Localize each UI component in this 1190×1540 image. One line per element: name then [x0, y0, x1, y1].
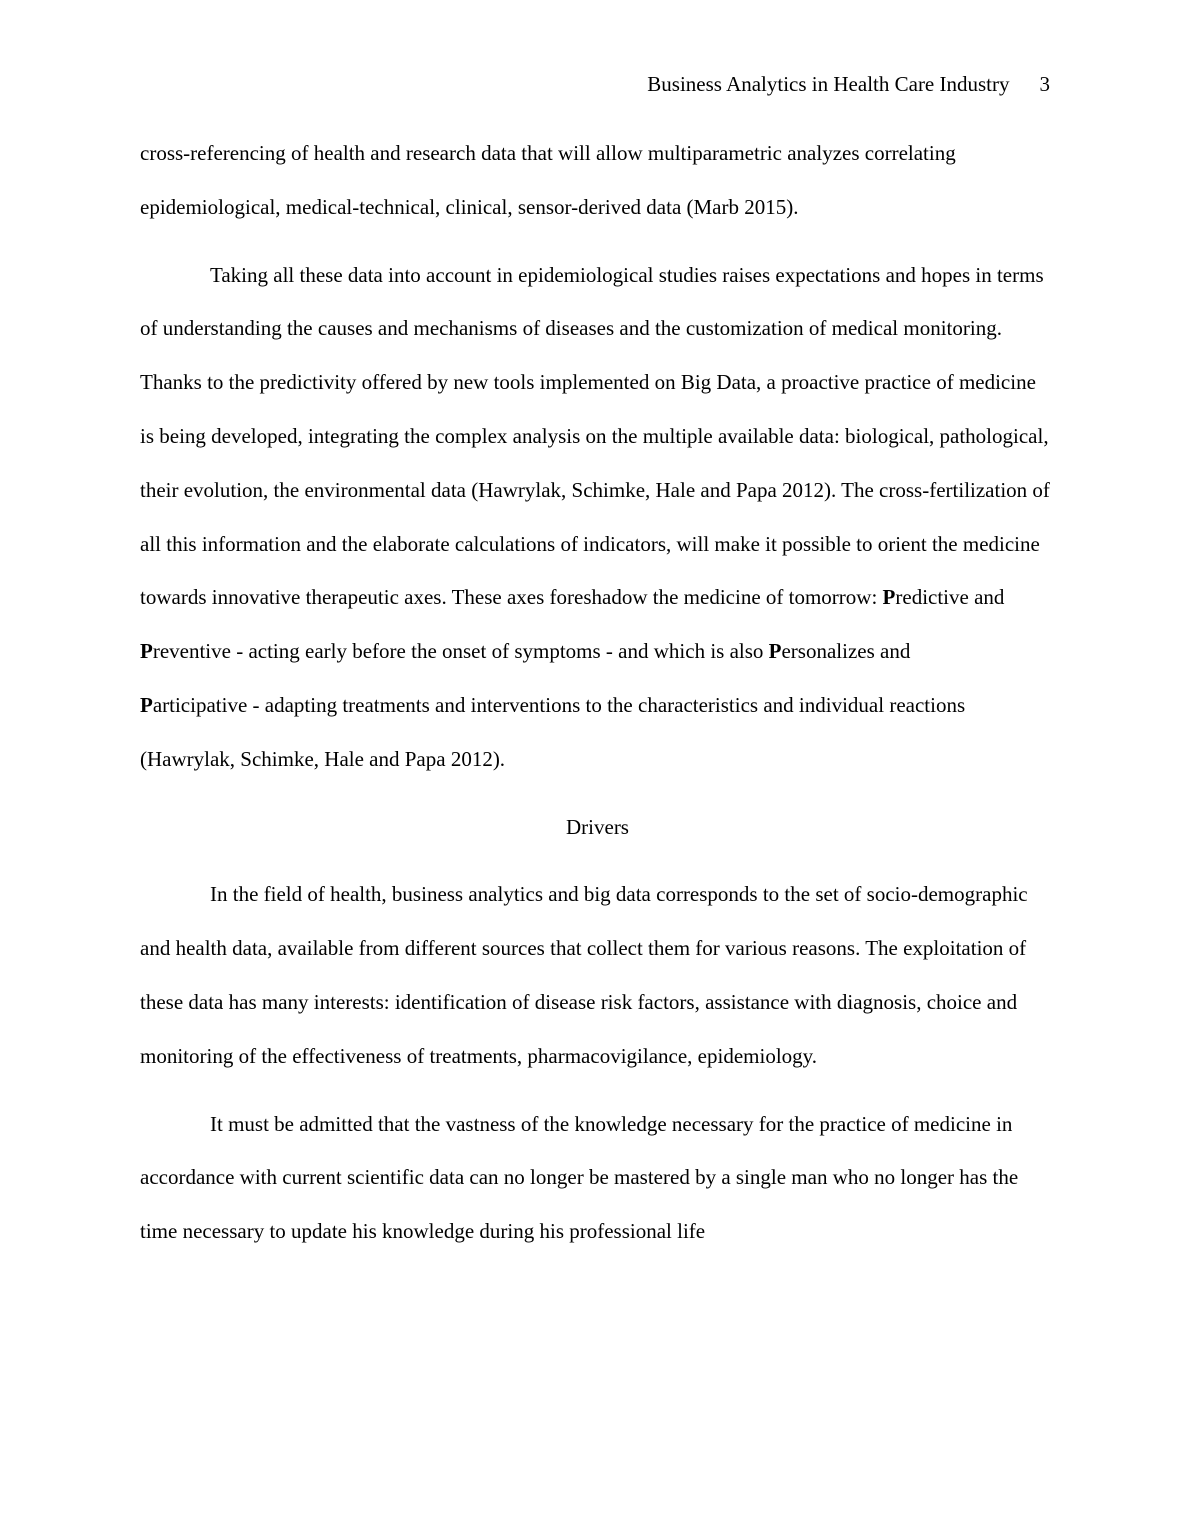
paragraph-2-text-c: reventive - acting early before the onset of symptoms - and which is also — [152, 639, 769, 664]
section-heading: Drivers — [566, 814, 629, 839]
body-text — [140, 127, 1055, 1273]
paragraph-3: In the field of health, business analytics and big data corresponds to the set of socio-demographic and health data, available from different sources that collect them for various reasons. The exploitation of these data has many interests: identification of disease risk factors, assistance with diagnosis, choice and monitoring of the effectiveness of treatments, pharmacovigilance, epidemiology. — [140, 882, 1028, 1068]
paragraph-2-text-a: Taking all these data into account in epidemiological studies raises expectations and hopes in terms of understanding the causes and mechanisms of diseases and the customization of medical monitoring. Thanks to the predictivity offered by new tools implemented on Big Data, a proactive practice of medicine is being developed, integrating the complex analysis on the multiple available data: biological, pathological, their evolution, the environmental data (Hawrylak, Schimke, Hale and Papa 2012). The cross-fertilization of all this information and the elaborate calculations of indicators, will make it possible to orient the medicine towards innovative therapeutic axes. These axes foreshadow the medicine of tomorrow: — [140, 262, 1050, 610]
paragraph-1: cross-referencing of health and research data that will allow multiparametric analyzes correlating epidemiological, medical-technical, clinical, sensor-derived data (Marb 2015). — [140, 141, 956, 219]
bold-letter-preventive: P — [140, 639, 153, 664]
running-head-title: Business Analytics in Health Care Industry — [647, 72, 1010, 96]
bold-letter-participative: P — [140, 692, 153, 717]
paragraph-2 — [140, 249, 1055, 787]
paragraph-4: It must be admitted that the vastness of the knowledge necessary for the practice of medicine in accordance with current scientific data can no longer be mastered by a single man who no longer has the time necessary to update his knowledge during his professional life — [140, 1111, 1019, 1244]
running-head — [647, 68, 1050, 100]
bold-letter-predictive: P — [882, 585, 896, 610]
paragraph-2-text-d: ersonalizes and — [781, 639, 911, 664]
page-number: 3 — [1039, 72, 1050, 96]
paragraph-2-text-e: articipative - adapting treatments and interventions to the characteristics and individual reactions (Hawrylak, Schimke, Hale and Papa 2012). — [140, 692, 966, 771]
bold-letter-personalizes: P — [768, 639, 782, 664]
paragraph-2-text-b: redictive and — [895, 585, 1005, 610]
